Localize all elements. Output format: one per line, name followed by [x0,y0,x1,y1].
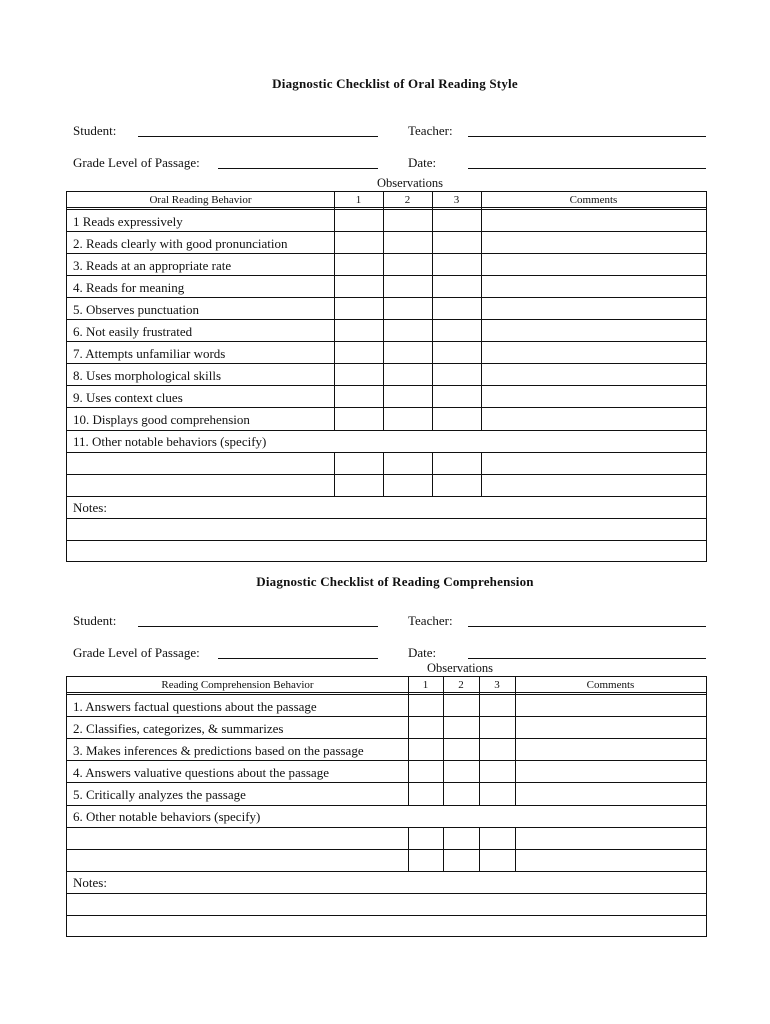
col-divider [432,192,433,430]
header-behavior-2: Reading Comprehension Behavior [161,679,314,691]
col-divider [383,192,384,430]
behavior-item-1: 1 Reads expressively [73,214,183,229]
header-comments-2: Comments [586,679,635,691]
row-divider [67,827,706,828]
comprehension-item-5: 5. Critically analyzes the passage [73,787,246,802]
row-divider [67,871,706,872]
row-divider [67,253,706,254]
student-field-2[interactable] [138,626,378,627]
row-divider [67,341,706,342]
row-divider [67,319,706,320]
header-obs-1-2: 1 [422,679,429,691]
oral-reading-table [66,191,707,562]
header-divider-2 [67,692,706,695]
behavior-item-2: 2. Reads clearly with good pronunciation [73,236,288,251]
teacher-field-2[interactable] [468,626,706,627]
col-divider [515,677,516,805]
row-divider [67,363,706,364]
header-obs-3: 3 [453,194,460,206]
row-divider [67,275,706,276]
row-divider [67,805,706,806]
grade-level-field-2[interactable] [218,658,378,659]
row-divider [67,915,706,916]
row-divider [67,893,706,894]
grade-level-field[interactable] [218,168,378,169]
row-divider [67,760,706,761]
student-field[interactable] [138,136,378,137]
oral-reading-title: Diagnostic Checklist of Oral Reading Style [272,76,518,91]
row-divider [67,452,706,453]
row-divider [67,297,706,298]
student-label-2: Student: [73,613,117,628]
comprehension-table [66,676,707,937]
col-divider [443,677,444,805]
date-field-2[interactable] [468,658,706,659]
behavior-item-10: 10. Displays good comprehension [73,412,250,427]
teacher-label-2: Teacher: [408,613,453,628]
comprehension-item-2: 2. Classifies, categorizes, & summarizes [73,721,284,736]
header-behavior: Oral Reading Behavior [149,194,252,206]
col-divider [479,677,480,805]
behavior-item-3: 3. Reads at an appropriate rate [73,258,232,273]
header-obs-1: 1 [355,194,362,206]
observations-label: Observations [377,176,443,190]
date-label-2: Date: [408,645,437,660]
col-divider [334,192,335,430]
behavior-item-5: 5. Observes punctuation [73,302,200,317]
comprehension-item-3: 3. Makes inferences & predictions based on the passage [73,743,364,758]
notes-label-2: Notes: [73,875,107,890]
header-comments: Comments [569,194,618,206]
comprehension-item-4: 4. Answers valuative questions about the passage [73,765,329,780]
comprehension-item-other: 6. Other notable behaviors (specify) [73,809,261,824]
grade-level-label-2: Grade Level of Passage: [73,645,200,660]
teacher-label: Teacher: [408,123,453,138]
teacher-field[interactable] [468,136,706,137]
row-divider [67,782,706,783]
header-obs-2: 2 [404,194,411,206]
comprehension-title: Diagnostic Checklist of Reading Comprehension [256,574,534,589]
date-field[interactable] [468,168,706,169]
row-divider [67,430,706,431]
row-divider [67,518,706,519]
row-divider [67,407,706,408]
header-obs-3-2: 3 [494,679,500,691]
row-divider [67,385,706,386]
behavior-item-6: 6. Not easily frustrated [73,324,193,339]
row-divider [67,540,706,541]
behavior-item-8: 8. Uses morphological skills [73,368,222,383]
student-label: Student: [73,123,117,138]
behavior-item-4: 4. Reads for meaning [73,280,185,295]
behavior-item-other: 11. Other notable behaviors (specify) [73,434,267,449]
header-obs-2-2: 2 [458,679,464,691]
row-divider [67,738,706,739]
row-divider [67,716,706,717]
behavior-item-9: 9. Uses context clues [73,390,183,405]
row-divider [67,496,706,497]
observations-label-2: Observations [427,661,493,675]
row-divider [67,849,706,850]
col-divider [408,677,409,805]
comprehension-item-1: 1. Answers factual questions about the passage [73,699,317,714]
row-divider [67,231,706,232]
col-divider [481,192,482,430]
grade-level-label: Grade Level of Passage: [73,155,200,170]
header-divider [67,207,706,210]
row-divider [67,474,706,475]
notes-label: Notes: [73,500,107,515]
date-label: Date: [408,155,437,170]
behavior-item-7: 7. Attempts unfamiliar words [73,346,226,361]
